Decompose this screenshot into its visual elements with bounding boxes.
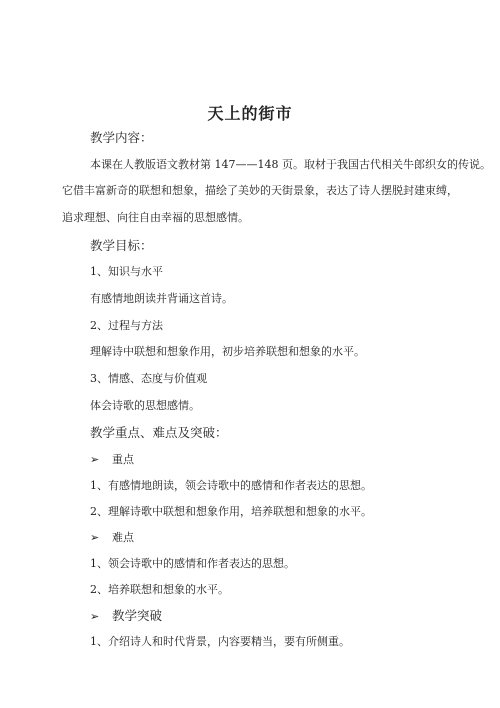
difficult-point-1: 1、领会诗歌中的感情和作者表达的思想。 (90, 557, 295, 570)
content-paragraph-line-1: 本课在人教版语文教材第 147——148 页。取材于我国古代相关牛郎织女的传说。 (90, 158, 491, 171)
goal-3-text: 体会诗歌的思想感情。 (90, 399, 200, 412)
difficult-points-heading (90, 529, 134, 547)
goal-1-title: 1、知识与水平 (90, 265, 163, 278)
difficult-point-2: 2、培养联想和想象的水平。 (90, 583, 229, 596)
key-point-1: 1、有感情地朗读，领会诗歌中的感情和作者表达的思想。 (90, 479, 372, 492)
key-points-heading (90, 451, 134, 469)
arrow-bullet-icon: ➢ (90, 453, 100, 466)
breakthrough-heading (90, 607, 162, 626)
goal-2-text: 理解诗中联想和想象作用，初步培养联想和想象的水平。 (90, 345, 365, 358)
breakthrough-label: 教学突破 (112, 608, 163, 623)
focus-heading: 教学重点、难点及突破： (90, 425, 228, 440)
document-title: 天上的街市 (207, 104, 293, 123)
arrow-bullet-icon: ➢ (90, 531, 100, 544)
goal-2-title: 2、过程与方法 (90, 319, 163, 332)
goals-heading: 教学目标： (90, 238, 153, 253)
content-heading: 教学内容： (90, 130, 153, 145)
breakthrough-point-1: 1、介绍诗人和时代背景，内容要精当，要有所侧重。 (90, 635, 350, 648)
difficult-points-label: 难点 (112, 531, 134, 544)
content-paragraph-line-2: 它借丰富新奇的联想和想象，描绘了美妙的天街景象，表达了诗人摆脱封建束缚， (62, 184, 458, 197)
key-point-2: 2、理解诗歌中联想和想象作用，培养联想和想象的水平。 (90, 505, 372, 518)
goal-1-text: 有感情地朗读并背诵这首诗。 (90, 292, 233, 305)
goal-3-title: 3、情感、态度与价值观 (90, 372, 207, 385)
content-paragraph-line-3: 追求理想、向往自由幸福的思想感情。 (62, 211, 249, 224)
key-points-label: 重点 (112, 453, 134, 466)
arrow-bullet-icon: ➢ (90, 610, 100, 623)
